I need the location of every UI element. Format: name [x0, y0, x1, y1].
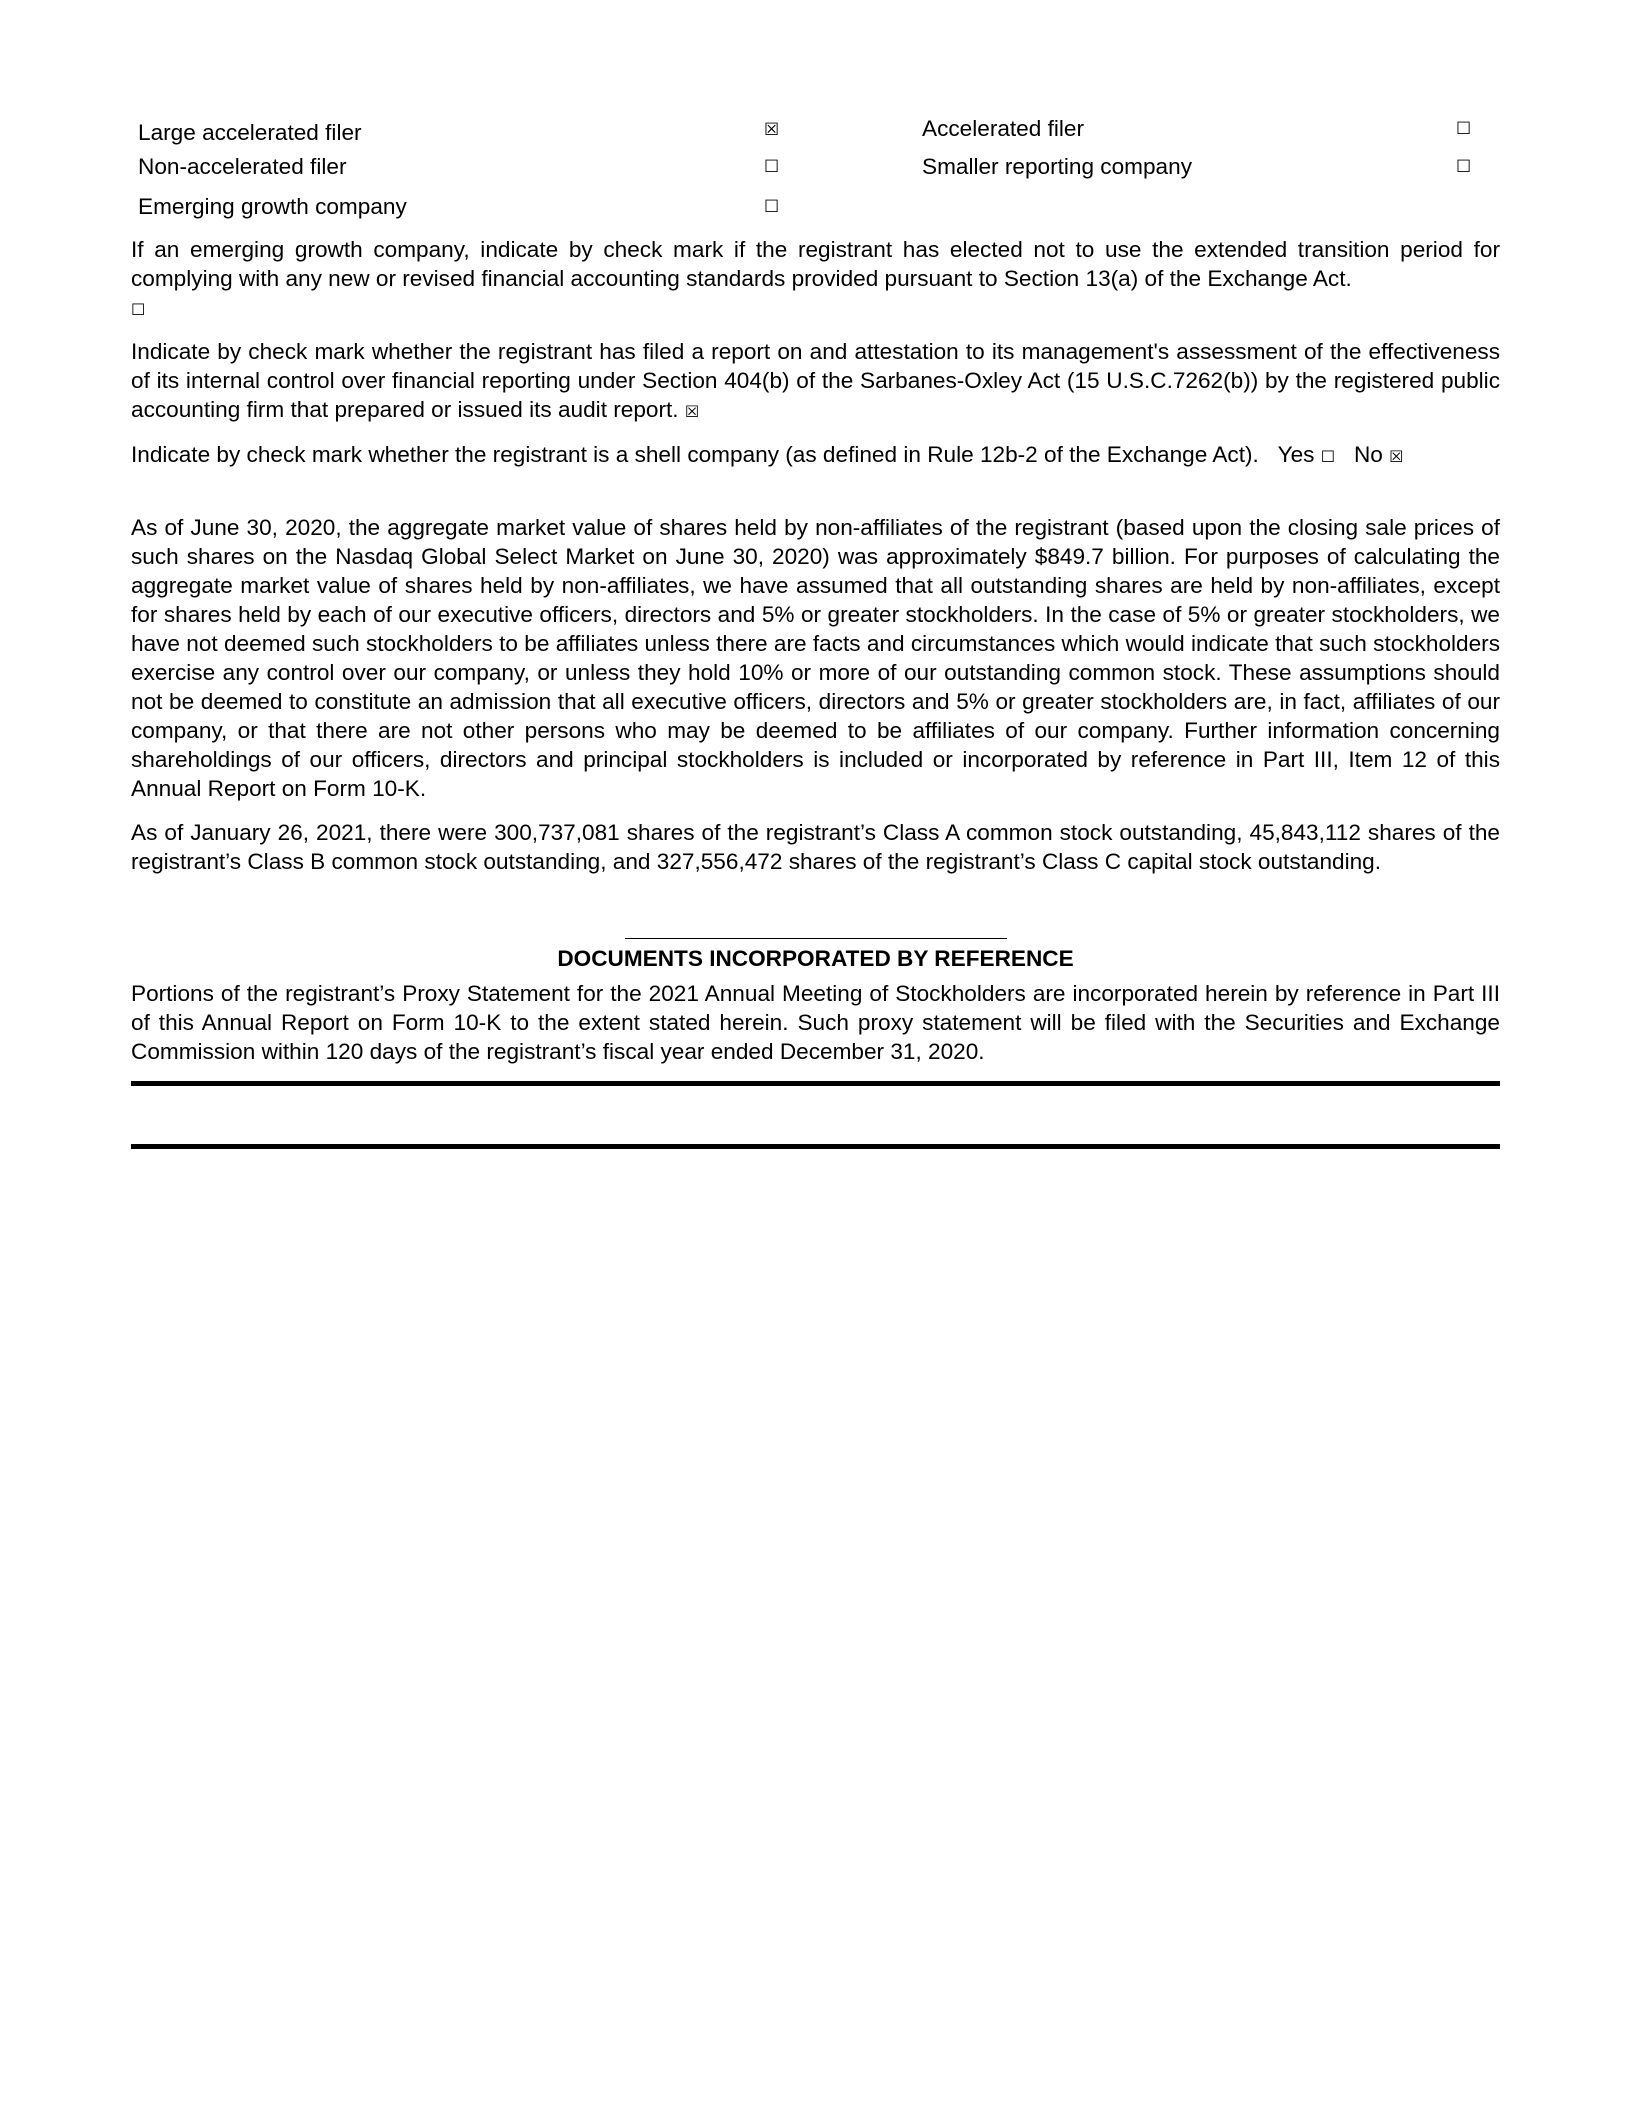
shell-company-text: Indicate by check mark whether the registrant is a shell company (as defined in Rule 12b-2 of the Exchange Act). [131, 442, 1259, 467]
documents-incorporated-heading: DOCUMENTS INCORPORATED BY REFERENCE [557, 946, 1074, 971]
thick-rule-top [131, 1081, 1500, 1086]
large-accelerated-filer-checkbox[interactable]: ☒ [764, 120, 780, 140]
thick-rule-bottom [131, 1144, 1500, 1149]
shell-no-label: No [1353, 442, 1383, 467]
egc-transition-checkbox[interactable]: ☐ [131, 300, 146, 319]
market-value-paragraph: As of June 30, 2020, the aggregate market value of shares held by non-affiliates of the registrant (based upon the closing sale prices of such shares on the Nasdaq Global Select Market on June 30, 2020) was approximately $849.7 billion. For purposes of calculating the aggregate market value of shares held by non-affiliates, we have assumed that all outstanding shares are held by non-affiliates, except for shares held by each of our executive officers, directors and 5% or greater stockholders. In the case of 5% or greater stockholders, we have not deemed such stockholders to be affiliates unless there are facts and circumstances which would indicate that such stockholders exercise any control over our company, or unless they hold 10% or more of our outstanding common stock. These assumptions should not be deemed to constitute an admission that all executive officers, directors and 5% or greater stockholders are, in fact, affiliates of our company, or that there are not other persons who may be deemed to be affiliates of our company. Further information concerning shareholdings of our officers, directors and principal stockholders is included or incorporated by reference in Part III, Item 12 of this Annual Report on Form 10-K. [131, 515, 1500, 801]
icfr-paragraph [131, 337, 1500, 426]
smaller-reporting-company-label: Smaller reporting company [922, 154, 1192, 179]
shell-yes-label: Yes [1277, 442, 1315, 467]
large-accelerated-filer-label: Large accelerated filer [138, 120, 362, 145]
egc-transition-paragraph [131, 235, 1500, 324]
shell-company-paragraph [131, 440, 1500, 471]
shell-yes-checkbox[interactable]: ☐ [1320, 447, 1336, 466]
icfr-checkbox[interactable]: ☒ [684, 402, 700, 421]
accelerated-filer-checkbox[interactable]: ☐ [1456, 119, 1472, 139]
emerging-growth-company-checkbox[interactable]: ☐ [764, 197, 780, 217]
non-accelerated-filer-label: Non-accelerated filer [138, 154, 347, 179]
shares-outstanding-paragraph: As of January 26, 2021, there were 300,737,081 shares of the registrant’s Class A common stock outstanding, 45,843,112 shares of the registrant’s Class B common stock outstanding, and 327,556,472 shares of the registrant’s Class C capital stock outstanding. [131, 820, 1500, 874]
emerging-growth-company-label: Emerging growth company [138, 194, 407, 219]
smaller-reporting-company-checkbox[interactable]: ☐ [1456, 157, 1472, 177]
accelerated-filer-label: Accelerated filer [922, 116, 1084, 141]
icfr-text: Indicate by check mark whether the registrant has filed a report on and attestation to its management's assessment of the effectiveness of its internal control over financial reporting under Section 404(b) of the Sarbanes-Oxley Act (15 U.S.C.7262(b)) by the registered public accounting firm that prepared or issued its audit report. [131, 339, 1500, 422]
non-accelerated-filer-checkbox[interactable]: ☐ [764, 157, 780, 177]
egc-transition-text: If an emerging growth company, indicate by check mark if the registrant has elected not to use the extended transition period for complying with any new or revised financial accounting standards provided pursuant to Section 13(a) of the Exchange Act. [131, 237, 1500, 291]
documents-incorporated-paragraph: Portions of the registrant’s Proxy Statement for the 2021 Annual Meeting of Stockholders are incorporated herein by reference in Part III of this Annual Report on Form 10-K to the extent stated herein. Such proxy statement will be filed with the Securities and Exchange Commission within 120 days of the registrant’s fiscal year ended December 31, 2020. [131, 981, 1500, 1064]
shell-no-checkbox[interactable]: ☒ [1389, 447, 1404, 466]
section-divider [625, 938, 1007, 939]
